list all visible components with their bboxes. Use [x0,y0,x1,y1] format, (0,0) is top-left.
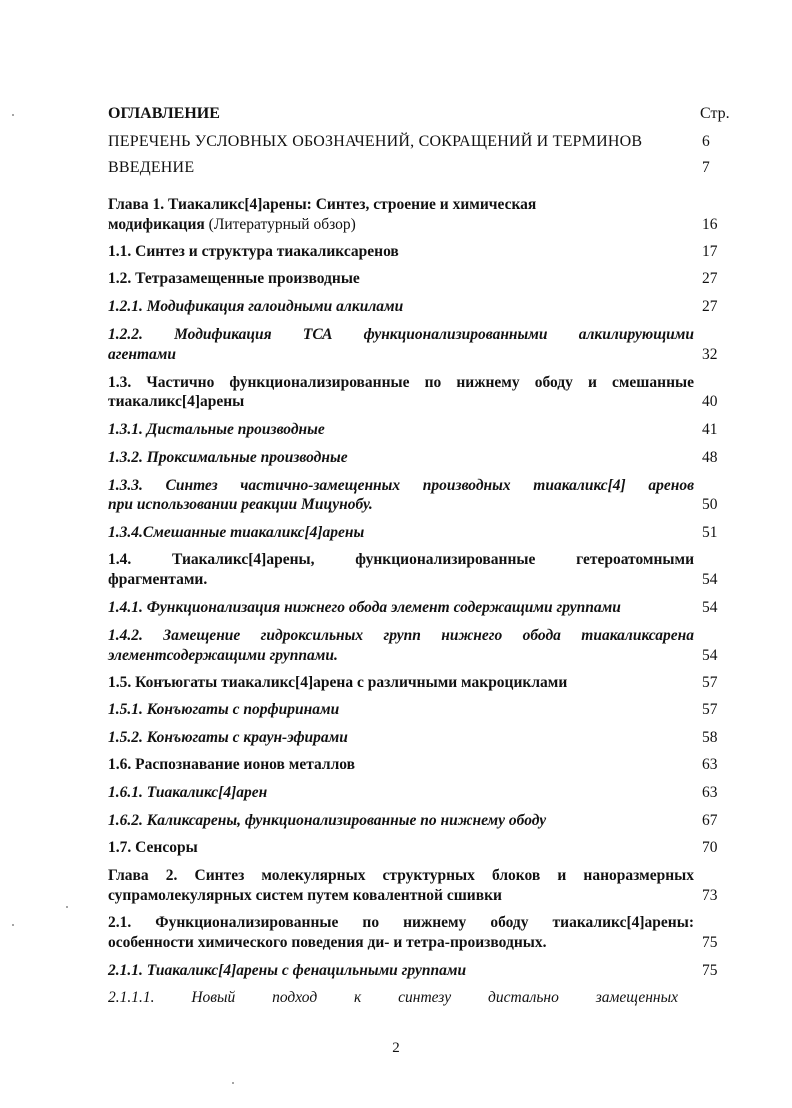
toc-entry: 1.4. Тиакаликс[4]арены, функционализированные гетероатомными [108,551,694,568]
toc-page: 40 [702,393,718,410]
toc-entry-continuation: супрамолекулярных систем путем ковалентной сшивки [108,887,502,904]
toc-entry: 1.5.1. Конъюгаты с порфиринами [108,701,340,718]
toc-page: 17 [702,243,718,260]
toc-entry: 1.2. Тетразамещенные производные [108,270,360,287]
scan-speck [12,114,14,116]
toc-entry: 1.3.2. Проксимальные производные [108,449,348,466]
toc-entry: 1.6.1. Тиакаликс[4]арен [108,784,268,801]
toc-page: 54 [702,647,718,664]
toc-entry-continuation: элементсодержащими группами. [108,647,338,664]
toc-page: 27 [702,298,718,315]
toc-page: 70 [702,839,718,856]
toc-entry: 1.3.1. Дистальные производные [108,421,325,438]
toc-entry-chapter-1: Глава 1. Тиакаликс[4]арены: Синтез, строение и химическая модификация (Литературный обзор) [108,196,537,233]
toc-page: 16 [702,216,718,233]
toc-page: 73 [702,887,718,904]
toc-entry: 1.7. Сенсоры [108,839,198,856]
page-column-header: Стр. [700,105,730,122]
toc-entry: 1.1. Синтез и структура тиакаликсаренов [108,243,399,260]
toc-entry-continuation: при использовании реакции Мицунобу. [108,496,373,513]
toc-page: 7 [702,159,710,176]
scan-speck [66,906,68,908]
toc-page: 32 [702,346,718,363]
toc-entry: 1.5. Конъюгаты тиакаликс[4]арена с различными макроциклами [108,674,568,691]
toc-entry: 2.1. Функционализированные по нижнему ободу тиакаликс[4]арены: [108,914,694,931]
toc-entry: 1.5.2. Конъюгаты с краун-эфирами [108,729,348,746]
toc-entry: 1.4.1. Функционализация нижнего обода элемент содержащими группами [108,599,621,616]
toc-page: 50 [702,496,718,513]
toc-entry: 1.6. Распознавание ионов металлов [108,756,356,773]
toc-title: ОГЛАВЛЕНИЕ [108,105,220,122]
toc-page: 48 [702,449,718,466]
toc-entry: 1.3.3. Синтез частично-замещенных производных тиакаликс[4] аренов [108,477,694,494]
toc-entry: 1.3.4.Смешанные тиакаликс[4]арены [108,524,365,541]
toc-page: 63 [702,784,718,801]
toc-entry: 1.2.1. Модификация галоидными алкилами [108,298,404,315]
toc-entry-continuation: особенности химического поведения ди- и тетра-производных. [108,934,547,951]
toc-entry: ВВЕДЕНИЕ [108,159,195,176]
scan-speck [232,1082,234,1084]
toc-page: 54 [702,571,718,588]
toc-page: 41 [702,421,718,438]
toc-page: 75 [702,962,718,979]
toc-entry: 1.4.2. Замещение гидроксильных групп нижнего обода тиакаликсарена [108,627,694,644]
scan-speck [12,924,14,926]
toc-entry: 2.1.1.1. Новый подход к синтезу дистально замещенных [108,989,678,1006]
toc-page: 27 [702,270,718,287]
toc-entry: 1.6.2. Каликсарены, функционализированные по нижнему ободу [108,812,547,829]
toc-page: 57 [702,701,718,718]
toc-page: 63 [702,756,718,773]
toc-entry: 2.1.1. Тиакаликс[4]арены с фенацильными группами [108,962,467,979]
toc-entry: 1.2.2. Модификация ТСА функционализированными алкилирующими [108,326,694,343]
toc-page: 67 [702,812,718,829]
toc-page: 58 [702,729,718,746]
toc-page: 57 [702,674,718,691]
toc-entry-continuation: фрагментами. [108,571,208,588]
toc-entry-continuation: тиакаликс[4]арены [108,393,245,410]
toc-entry: ПЕРЕЧЕНЬ УСЛОВНЫХ ОБОЗНАЧЕНИЙ, СОКРАЩЕНИЙ И ТЕРМИНОВ [108,133,643,150]
toc-page: 75 [702,934,718,951]
toc-page: 54 [702,599,718,616]
toc-entry-continuation: агентами [108,346,177,363]
toc-entry: 1.3. Частично функционализированные по нижнему ободу и смешанные [108,374,694,391]
toc-page: 6 [702,133,710,150]
toc-entry-chapter-2: Глава 2. Синтез молекулярных структурных блоков и наноразмерных [108,867,694,884]
toc-page: 51 [702,524,718,541]
page-number: 2 [392,1040,400,1056]
